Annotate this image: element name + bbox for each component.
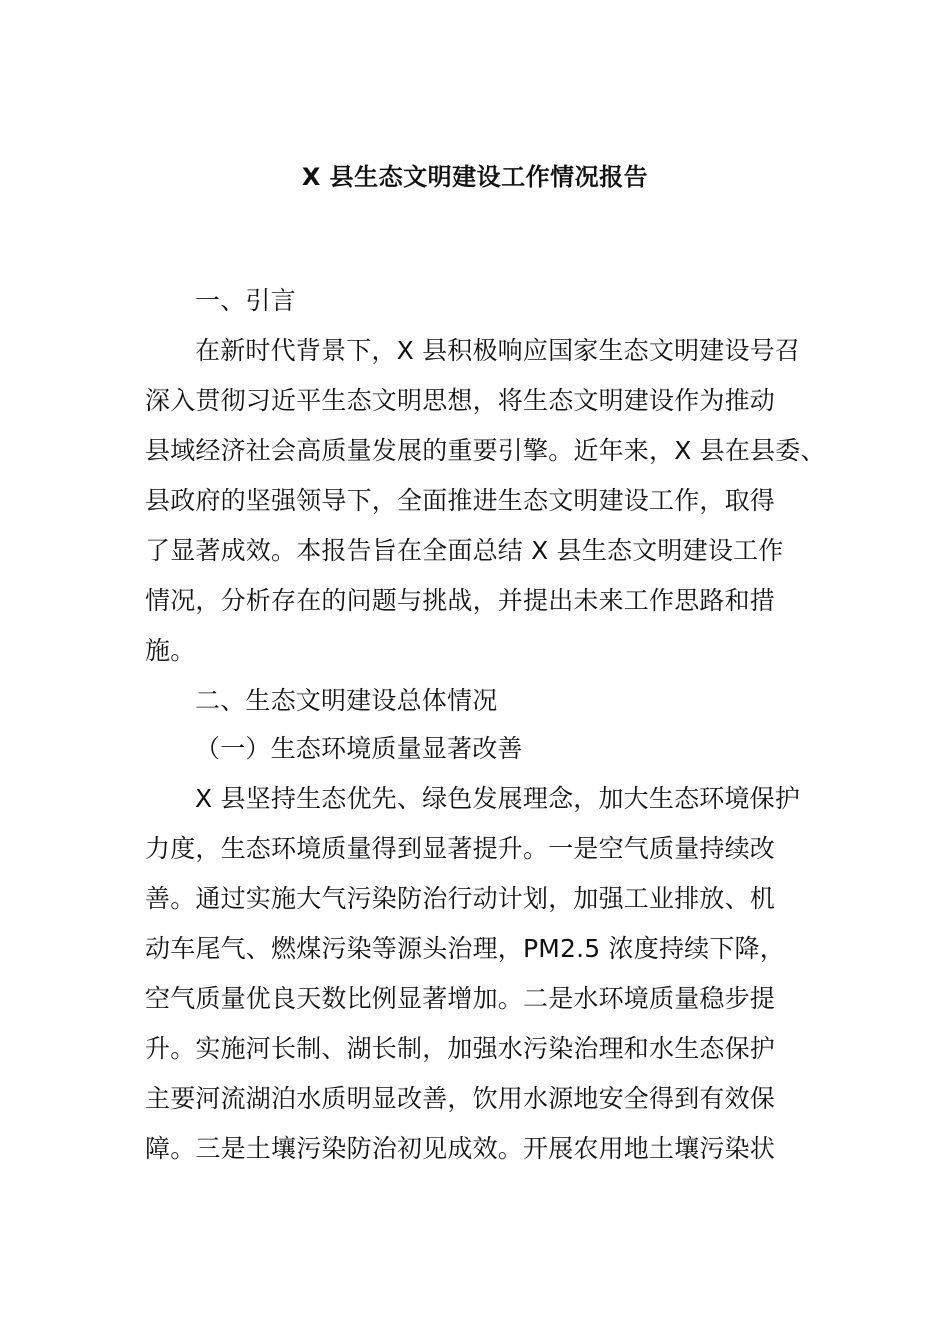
- section-heading: 二、生态文明建设总体情况: [195, 686, 498, 715]
- paragraph-line: 升。实施河长制、湖长制，加强水污染治理和水生态保护: [145, 1034, 776, 1063]
- paragraph-line: 力度，生态环境质量得到显著提升。一是空气质量持续改: [145, 834, 776, 863]
- paragraph-line: 深入贯彻习近平生态文明思想，将生态文明建设作为推动: [145, 386, 776, 415]
- paragraph-line: 在新时代背景下，X 县积极响应国家生态文明建设号召: [195, 336, 801, 365]
- paragraph-line: 了显著成效。本报告旨在全面总结 X 县生态文明建设工作: [145, 536, 784, 565]
- paragraph-line: 县政府的坚强领导下，全面推进生态文明建设工作，取得: [145, 486, 776, 515]
- paragraph-line: 主要河流湖泊水质明显改善，饮用水源地安全得到有效保: [145, 1084, 776, 1113]
- paragraph-line: 善。通过实施大气污染防治行动计划，加强工业排放、机: [145, 884, 776, 913]
- paragraph-line: 空气质量优良天数比例显著增加。二是水环境质量稳步提: [145, 984, 776, 1013]
- paragraph-line: 情况，分析存在的问题与挑战，并提出未来工作思路和措: [145, 586, 776, 615]
- paragraph-line: 县域经济社会高质量发展的重要引擎。近年来，X 县在县委、: [145, 436, 826, 465]
- paragraph-line: X 县坚持生态优先、绿色发展理念，加大生态环境保护: [195, 784, 801, 813]
- subsection-heading: （一）生态环境质量显著改善: [195, 734, 523, 763]
- paragraph-line: 动车尾气、燃煤污染等源头治理，PM2.5 浓度持续下降，: [145, 934, 785, 963]
- section-heading: 一、引言: [195, 286, 296, 315]
- paragraph-line: 施。: [145, 636, 196, 665]
- page-title: X 县生态文明建设工作情况报告: [301, 163, 649, 191]
- paragraph-line: 障。三是土壤污染防治初见成效。开展农用地土壤污染状: [145, 1134, 776, 1163]
